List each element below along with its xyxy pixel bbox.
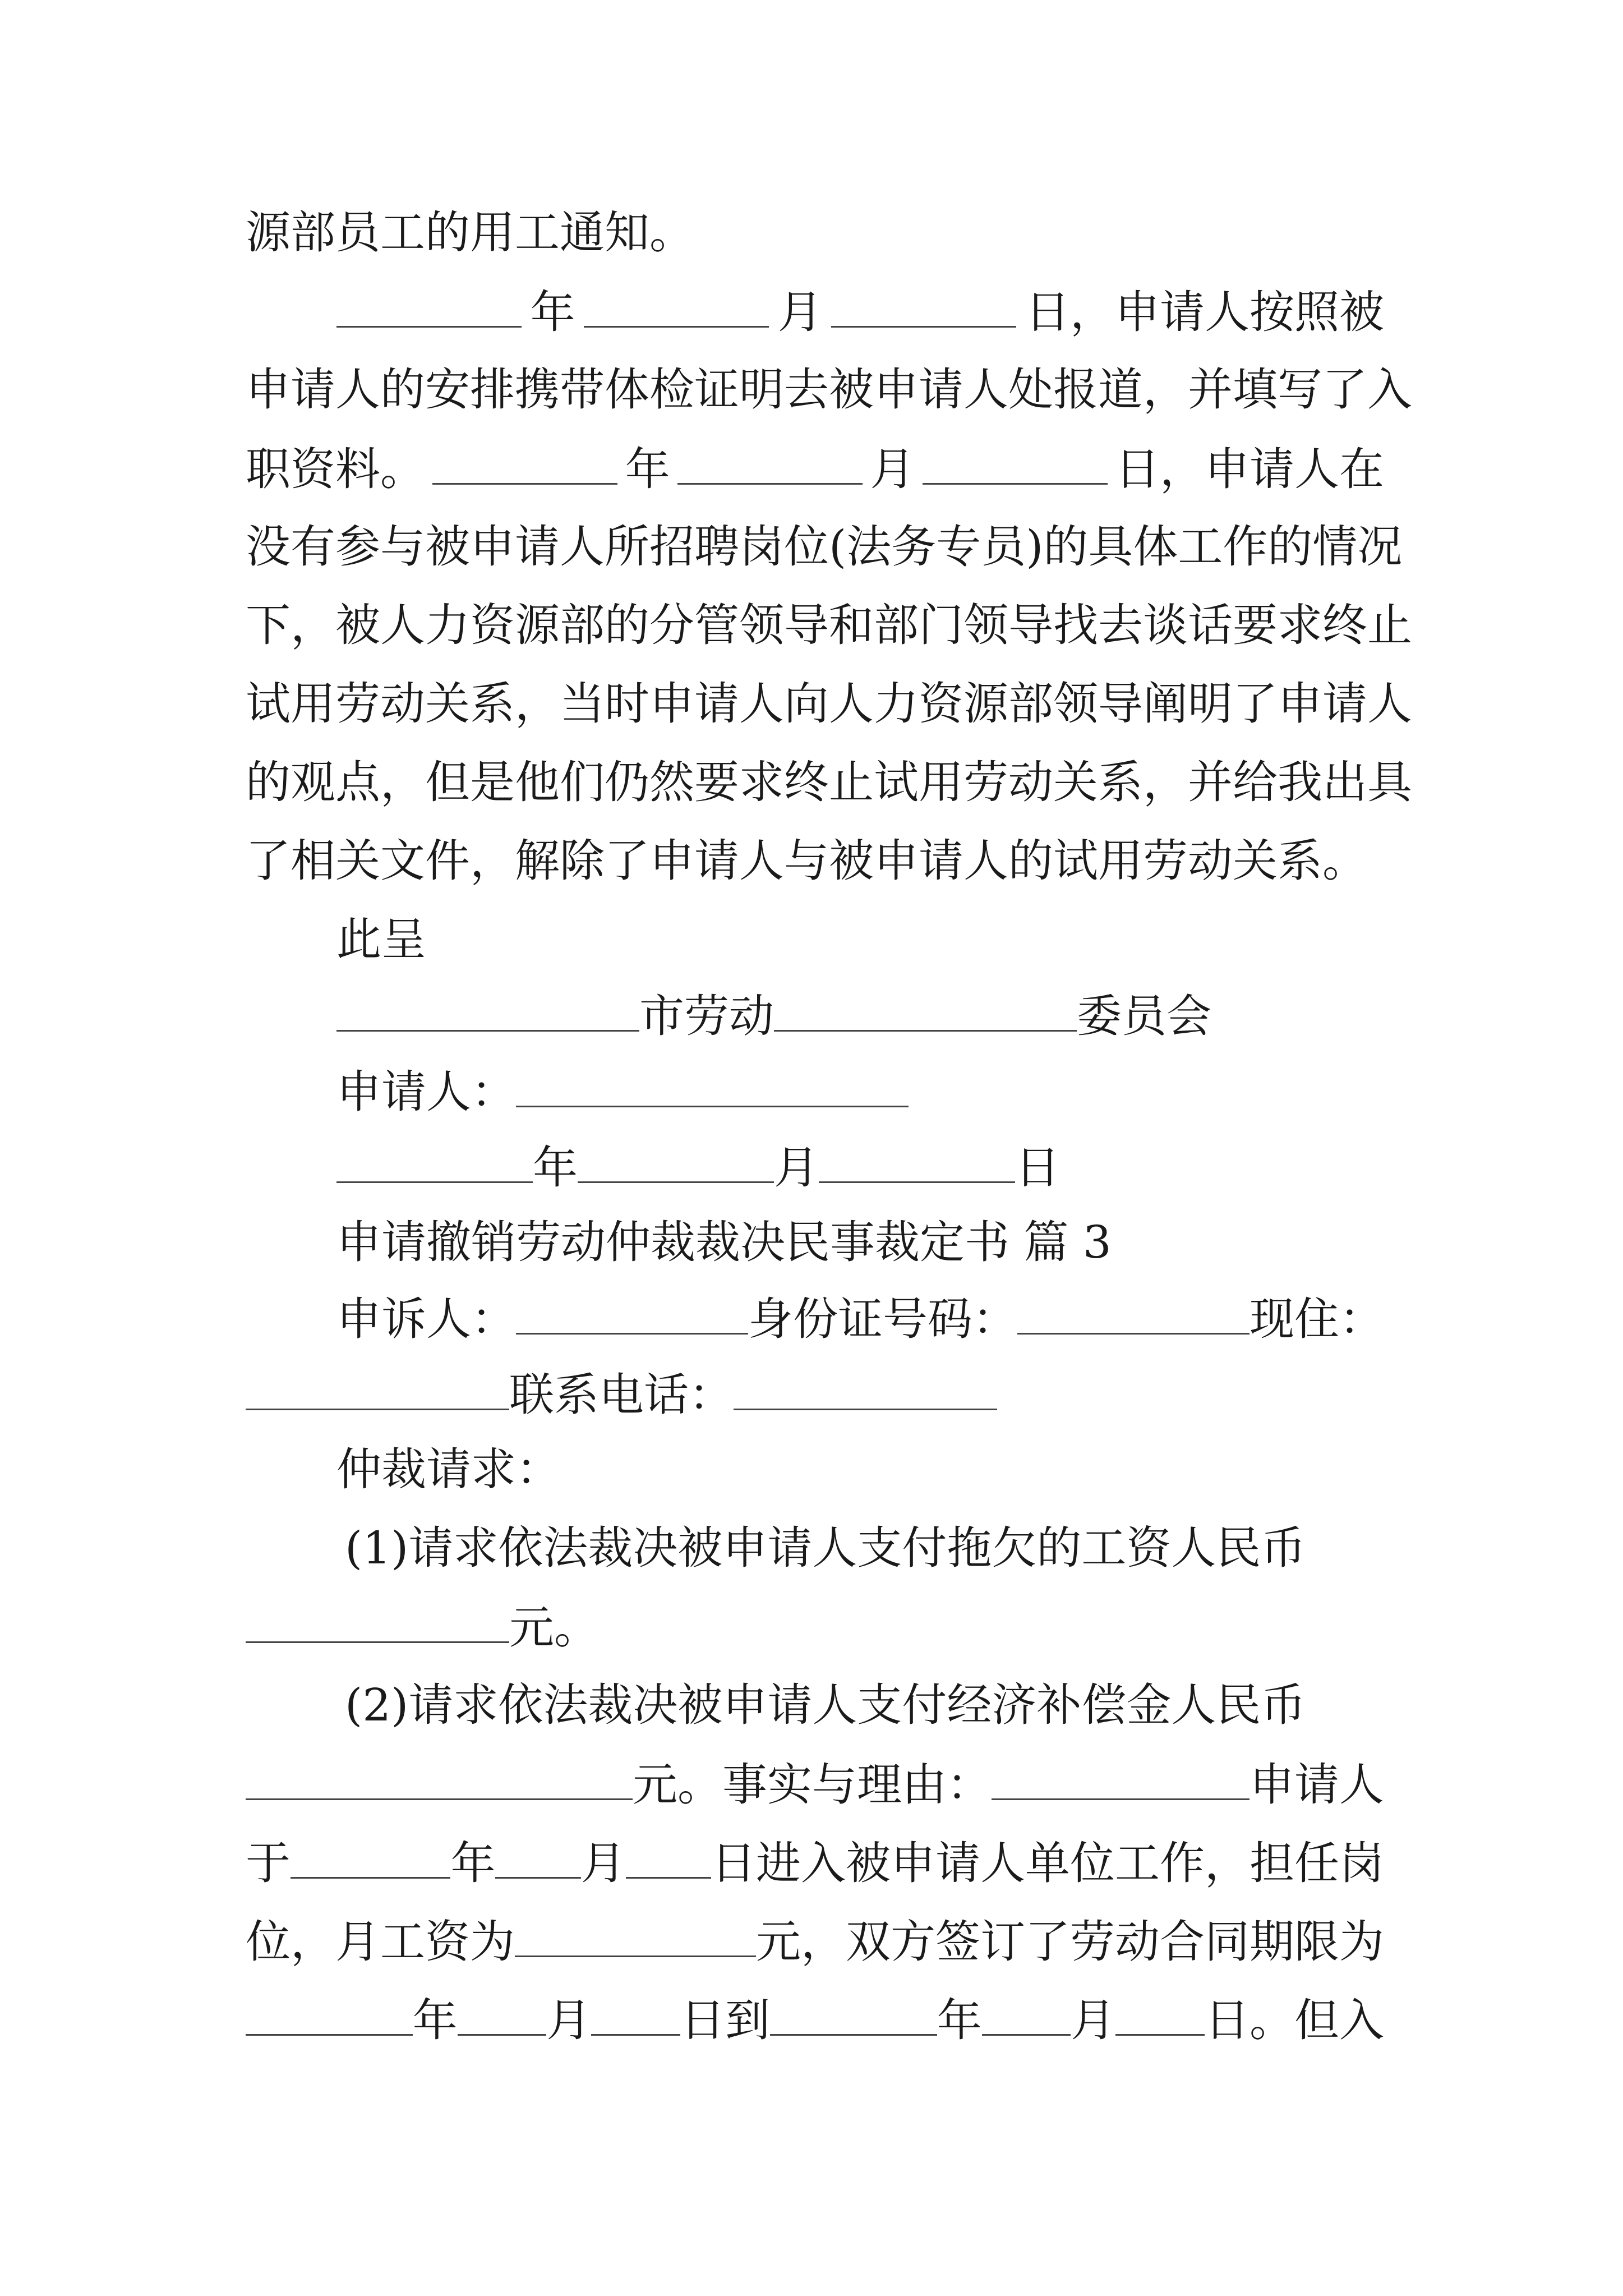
text-line: 没有参与被申请人所招聘岗位(法务专员)的具体工作的情况 [246, 521, 1403, 573]
fill-in-blank [1017, 1285, 1249, 1335]
fill-in-blank [458, 1986, 547, 2036]
fill-in-blank [246, 1360, 509, 1410]
text-line: 试用劳动关系，当时申请人向人力资源部领导阐明了申请人 [246, 678, 1412, 730]
text-line: 下，被人力资源部的分管领导和部门领导找去谈话要求终止 [246, 599, 1412, 651]
fill-in-blank [819, 1133, 1015, 1183]
text-line: 元。 [246, 1593, 1384, 1660]
fill-in-blank [516, 1057, 909, 1107]
fill-in-blank [246, 1593, 509, 1643]
fill-in-blank [246, 1986, 413, 2036]
text-line: 联系电话： [246, 1360, 1384, 1428]
fill-in-blank [291, 1829, 450, 1879]
fill-in-blank [432, 435, 617, 485]
text-line: 了相关文件，解除了申请人与被申请人的试用劳动关系。 [246, 835, 1367, 887]
fill-in-blank [246, 1750, 633, 1800]
text-line: 职资料。 年 月 日，申请人在 [246, 435, 1384, 502]
text-line: 年 月 日，申请人按照被 [336, 278, 1384, 345]
text-line: 源部员工的用工通知。 [246, 206, 694, 259]
text-line: 仲裁请求： [336, 1443, 561, 1496]
text-line: 于 年 月 日进入被申请人单位工作，担任岗 [246, 1829, 1384, 1896]
section-heading: 申请撤销劳动仲裁裁决民事裁定书 篇 3 [336, 1216, 1112, 1268]
fill-in-blank [336, 982, 639, 1032]
text-line: 位，月工资为 元，双方签订了劳动合同期限为 [246, 1907, 1384, 1975]
fill-in-blank [626, 1829, 711, 1879]
fill-in-blank [516, 1285, 748, 1335]
fill-in-blank [336, 1133, 533, 1183]
fill-in-blank [677, 435, 863, 485]
text-line: 申诉人： 身份证号码： 现住： [336, 1285, 1384, 1352]
text-line: 申请人的安排携带体检证明去被申请人处报道，并填写了入 [246, 364, 1412, 416]
fill-in-blank [831, 278, 1016, 328]
fill-in-blank [336, 278, 522, 328]
fill-in-blank [1115, 1986, 1205, 2036]
fill-in-blank [992, 1750, 1249, 1800]
fill-in-blank [770, 1986, 937, 2036]
text-line: 申请人： [336, 1057, 1384, 1125]
text-line: 年 月 日 [336, 1133, 1384, 1200]
fill-in-blank [734, 1360, 997, 1410]
fill-in-blank [578, 1133, 774, 1183]
text-line: 年 月 日到 年 月 日。但入 [246, 1986, 1384, 2053]
text-line: 此呈 [336, 913, 426, 965]
text-line: 元。事实与理由： 申请人 [246, 1750, 1384, 1818]
fill-in-blank [515, 1907, 756, 1957]
text-line: (1)请求依法裁决被申请人支付拖欠的工资人民币 [345, 1522, 1306, 1574]
fill-in-blank [591, 1986, 680, 2036]
fill-in-blank [774, 982, 1077, 1032]
fill-in-blank [584, 278, 769, 328]
fill-in-blank [495, 1829, 580, 1879]
fill-in-blank [982, 1986, 1071, 2036]
text-line: 市劳动 委员会 [336, 982, 1384, 1049]
text-line: 的观点，但是他们仍然要求终止试用劳动关系，并给我出具 [246, 756, 1412, 808]
text-line: (2)请求依法裁决被申请人支付经济补偿金人民币 [345, 1679, 1306, 1731]
fill-in-blank [923, 435, 1108, 485]
